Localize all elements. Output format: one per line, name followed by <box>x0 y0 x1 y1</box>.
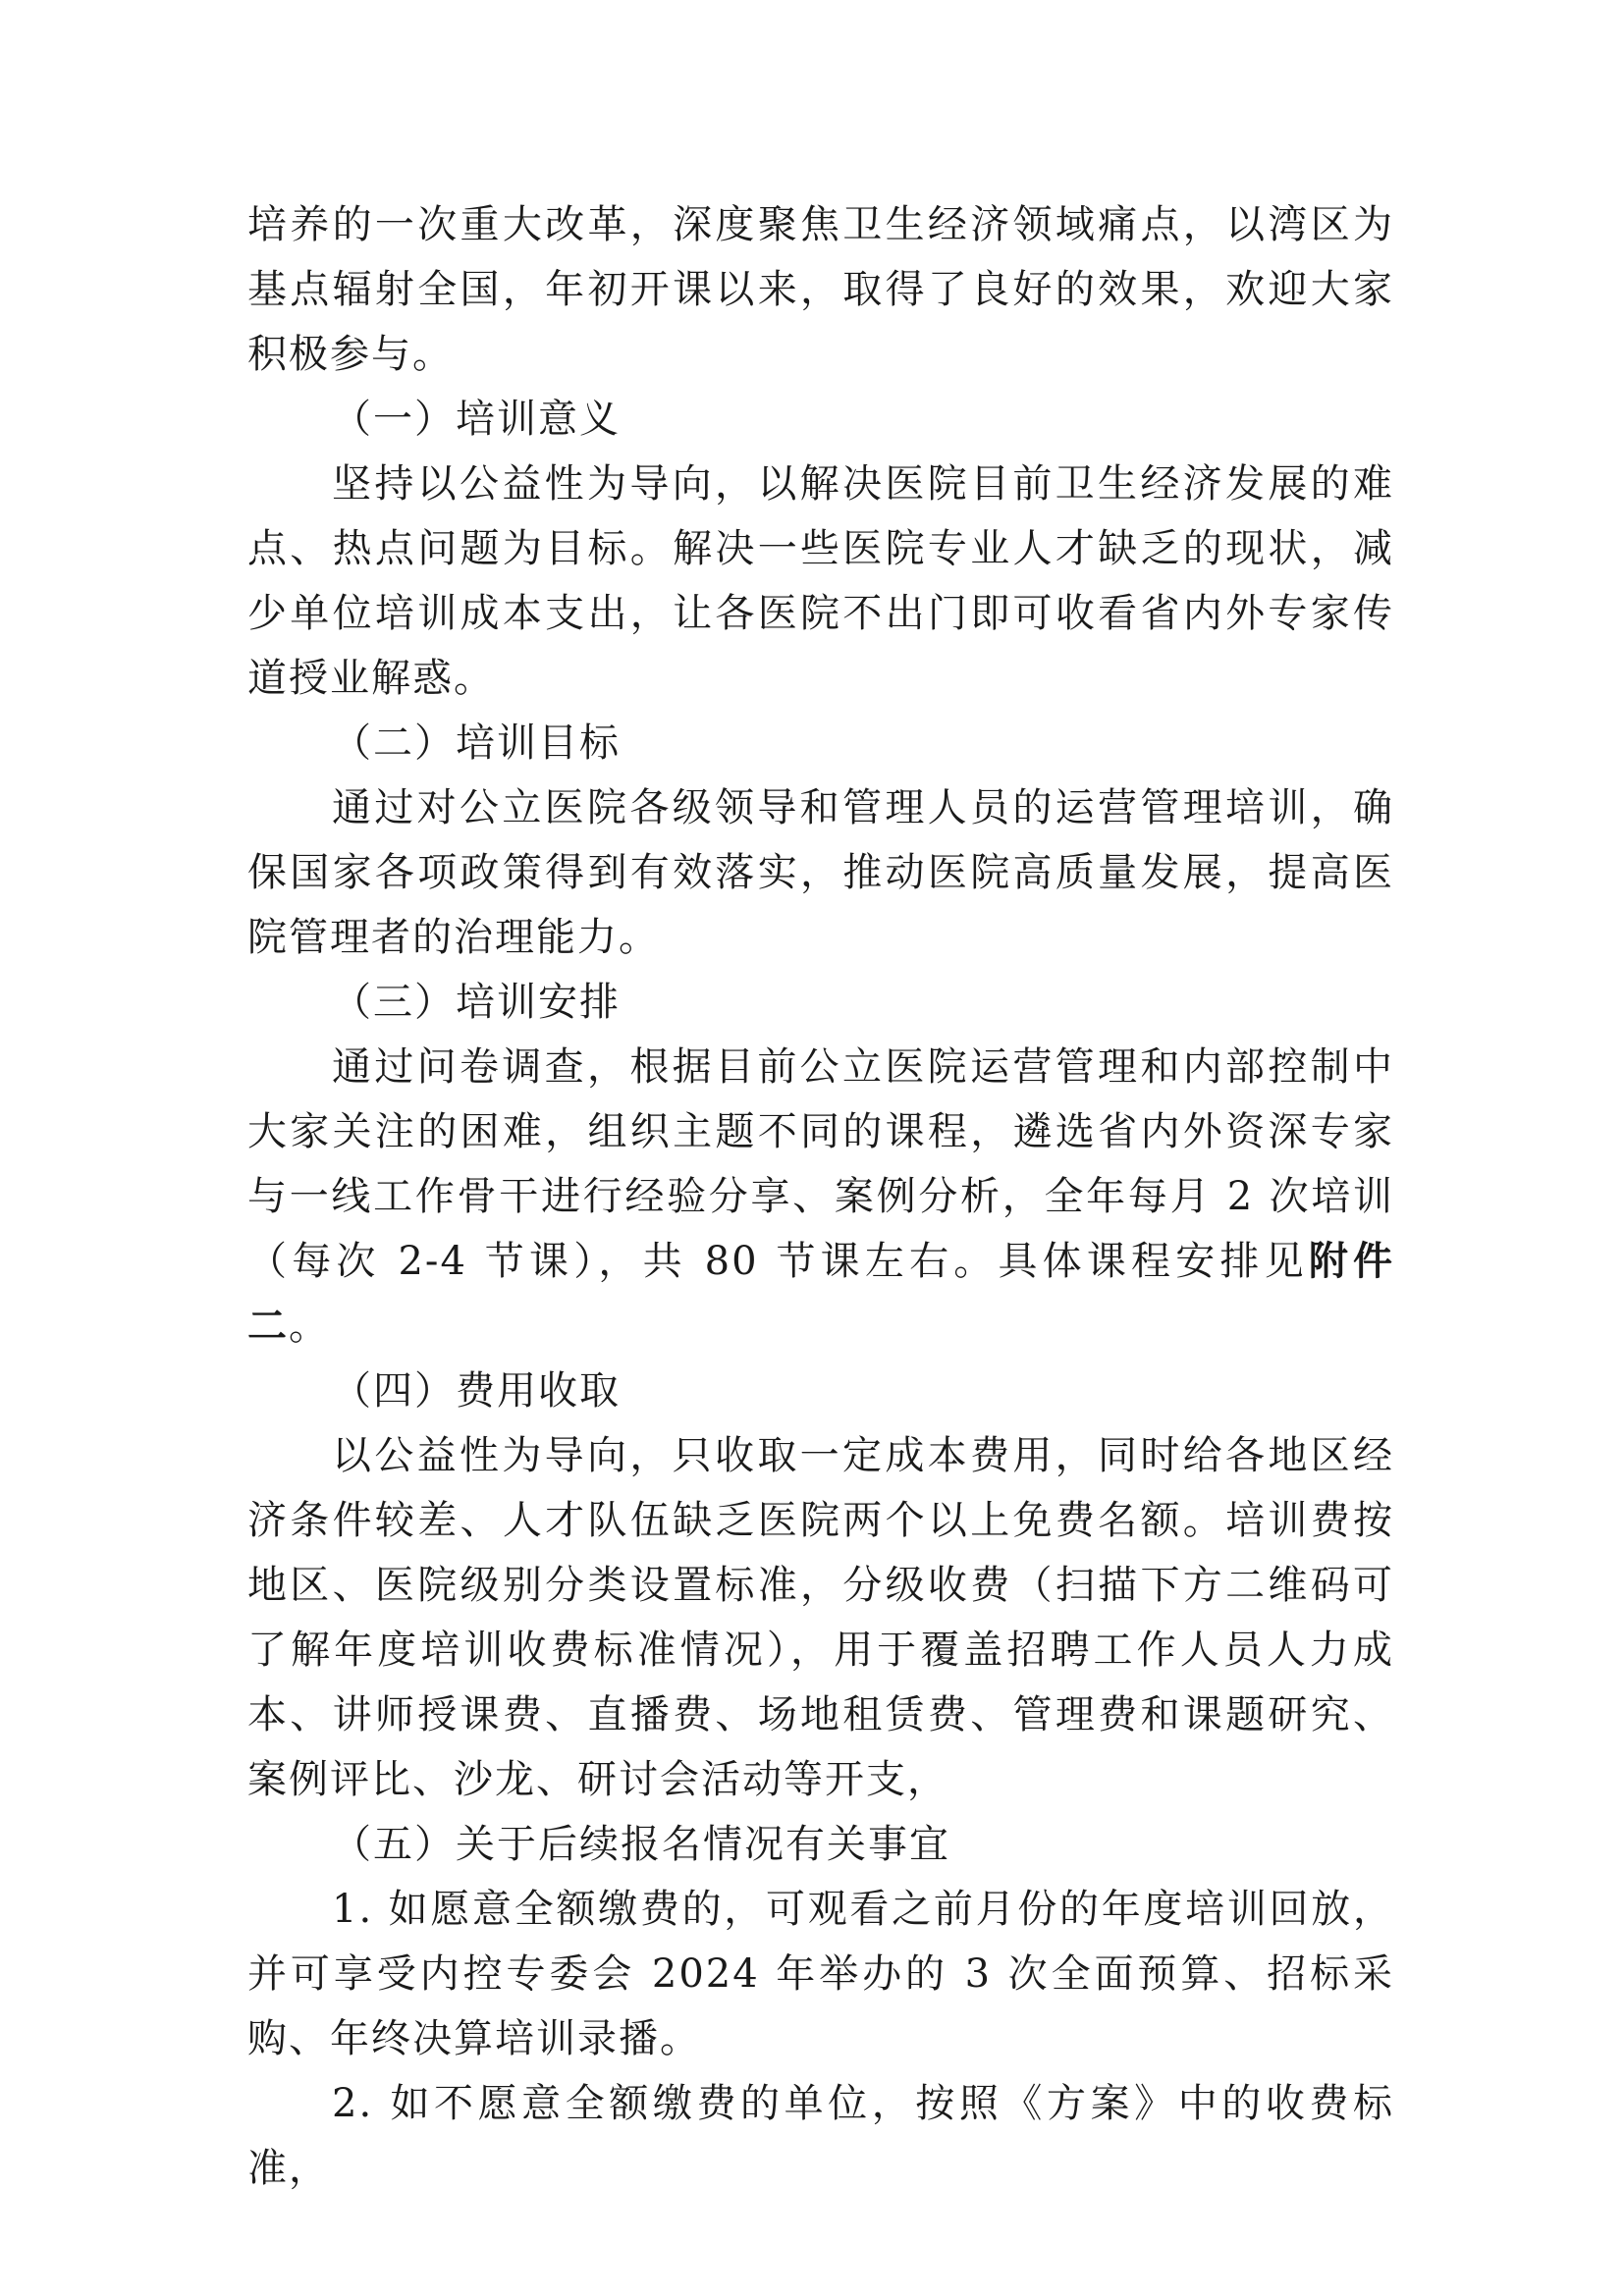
list-item-full-payment: 1. 如愿意全额缴费的，可观看之前月份的年度培训回放，并可享受内控专委会 2024 年举办的 3 次全面预算、招标采购、年终决算培训录播。 <box>247 1887 1394 2061</box>
schedule-text: 通过问卷调查，根据目前公立医院运营管理和内部控制中大家关注的困难，组织主题不同的课程，遴选省内外资深专家与一线工作骨干进行经验分享、案例分析，全年每月 2 次培训（每次 2-4 节课），共 80 节课左右。具体课程安排见 <box>247 1044 1394 1284</box>
attachment-two-reference: 附件二 <box>247 1238 1395 1349</box>
heading-training-goals: （二）培训目标 <box>332 721 621 766</box>
paragraph-fees: 以公益性为导向，只收取一定成本费用，同时给各地区经济条件较差、人才队伍缺乏医院两个以上免费名额。培训费按地区、医院级别分类设置标准，分级收费（扫描下方二维码可了解年度培训收费标准情况），用于覆盖招聘工作人员人力成本、讲师授课费、直播费、场地租赁费、管理费和课题研究、案例评比、沙龙、研讨会活动等开支， <box>247 1433 1394 1802</box>
heading-registration-matters: （五）关于后续报名情况有关事宜 <box>332 1822 950 1867</box>
heading-fees: （四）费用收取 <box>332 1368 621 1414</box>
heading-training-schedule: （三）培训安排 <box>332 980 621 1025</box>
paragraph-training-goals: 通过对公立医院各级领导和管理人员的运营管理培训，确保国家各项政策得到有效落实，推动医院高质量发展，提高医院管理者的治理能力。 <box>247 785 1394 960</box>
paragraph-training-significance: 坚持以公益性为导向，以解决医院目前卫生经济发展的难点、热点问题为目标。解决一些医院专业人才缺乏的现状，减少单位培训成本支出，让各医院不出门即可收看省内外专家传道授业解惑。 <box>247 461 1394 701</box>
schedule-text-end: 。 <box>289 1304 330 1349</box>
list-item-partial-payment: 2. 如不愿意全额缴费的单位，按照《方案》中的收费标准， <box>247 2081 1394 2191</box>
paragraph-intro-continued: 培养的一次重大改革，深度聚焦卫生经济领域痛点，以湾区为基点辐射全国，年初开课以来，取得了良好的效果，欢迎大家积极参与。 <box>247 202 1394 377</box>
heading-training-significance: （一）培训意义 <box>332 397 621 442</box>
paragraph-training-schedule <box>247 1035 1394 1359</box>
document-body <box>247 192 1394 2201</box>
